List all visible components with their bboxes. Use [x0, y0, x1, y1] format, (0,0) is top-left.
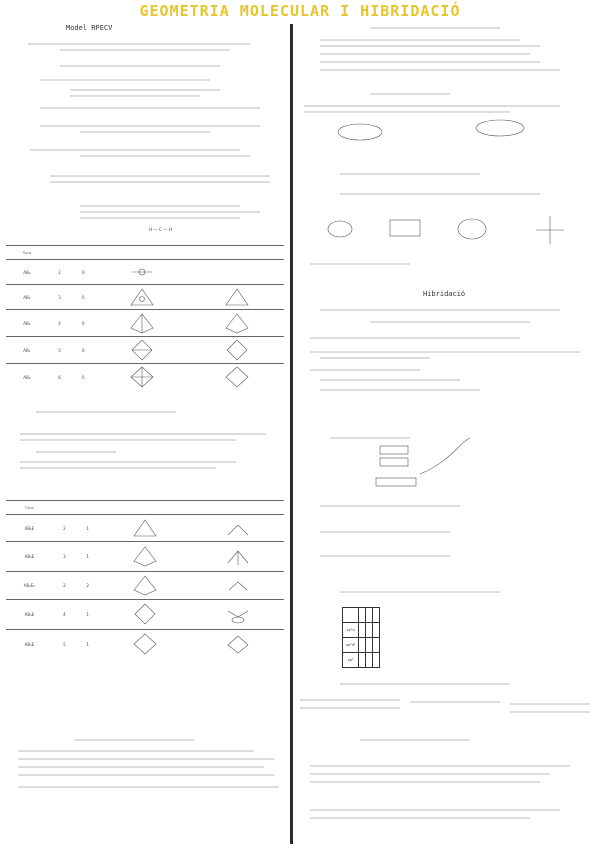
methane-label: H — C — H: [149, 227, 172, 232]
col-header: [95, 246, 189, 260]
page-title: GEOMETRIA MOLECULAR I HIBRIDACIÓ: [139, 2, 461, 20]
handwritten-notes-block-2: [16, 408, 276, 478]
molecule-sketch-icon: [223, 312, 251, 334]
molecule-sketch-icon: [224, 574, 252, 596]
molecule-sketch-icon: [128, 366, 156, 388]
column-divider: [290, 24, 293, 844]
molecule-sketch-icon: [128, 312, 156, 334]
table-row: AB₂E₂ 2 2: [6, 572, 284, 600]
table-row: AB₄ 4 0: [6, 310, 284, 337]
table-row: AB₅E 5 1: [6, 630, 284, 660]
molecule-sketch-icon: [223, 339, 251, 361]
col-header: [71, 246, 95, 260]
molecule-sketch-icon: [128, 261, 156, 283]
col-header: Tipus: [6, 501, 53, 515]
col-header: Tipus: [6, 246, 48, 260]
molecule-sketch-icon: [131, 545, 159, 567]
molecule-sketch-icon: [128, 339, 156, 361]
table-row: sp³: [343, 653, 380, 668]
table-row: AB₄E 4 1: [6, 600, 284, 630]
table-row: sp³d: [343, 623, 380, 638]
col-header: [99, 501, 191, 515]
table-row: AB₅ 5 0: [6, 337, 284, 364]
molecule-sketch-icon: [224, 517, 252, 539]
handwritten-notes-block-1: [20, 36, 270, 236]
molecule-sketch-icon: [131, 603, 159, 625]
section-heading-hibridacio: Hibridació: [423, 290, 466, 298]
handwritten-notes-block-6: [300, 680, 595, 840]
table-row: AB₂E 2 1: [6, 515, 284, 542]
col-header: [190, 246, 284, 260]
table-row: AB₆ 6 0: [6, 364, 284, 391]
molecule-sketch-icon: [224, 603, 252, 625]
hybridization-table: [342, 607, 380, 668]
handwritten-notes-block-4: [300, 24, 595, 284]
molecule-sketch-icon: [131, 574, 159, 596]
molecule-sketch-icon: [128, 286, 156, 308]
table-row: sp³d²: [343, 638, 380, 653]
molecule-sketch-icon: [131, 517, 159, 539]
molecule-sketch-icon: [224, 545, 252, 567]
section-heading-rpecv: Model RPECV: [66, 24, 113, 32]
table-row: AB₃ 3 0: [6, 285, 284, 310]
table-row: AB₃E 3 1: [6, 542, 284, 572]
col-header: [76, 501, 99, 515]
table-row: AB₂ 2 0: [6, 260, 284, 285]
handwritten-notes-block-5: [300, 302, 595, 602]
rpecv-table-2: [6, 500, 284, 660]
molecule-sketch-icon: [223, 366, 251, 388]
col-header: [53, 501, 76, 515]
col-header: [192, 501, 284, 515]
molecule-sketch-icon: [224, 633, 252, 655]
molecule-sketch-icon: [223, 286, 251, 308]
molecule-sketch-icon: [131, 633, 159, 655]
table-row: [343, 608, 380, 623]
rpecv-table-1: [6, 245, 284, 391]
handwritten-notes-block-3: [14, 735, 284, 795]
col-header: [48, 246, 72, 260]
